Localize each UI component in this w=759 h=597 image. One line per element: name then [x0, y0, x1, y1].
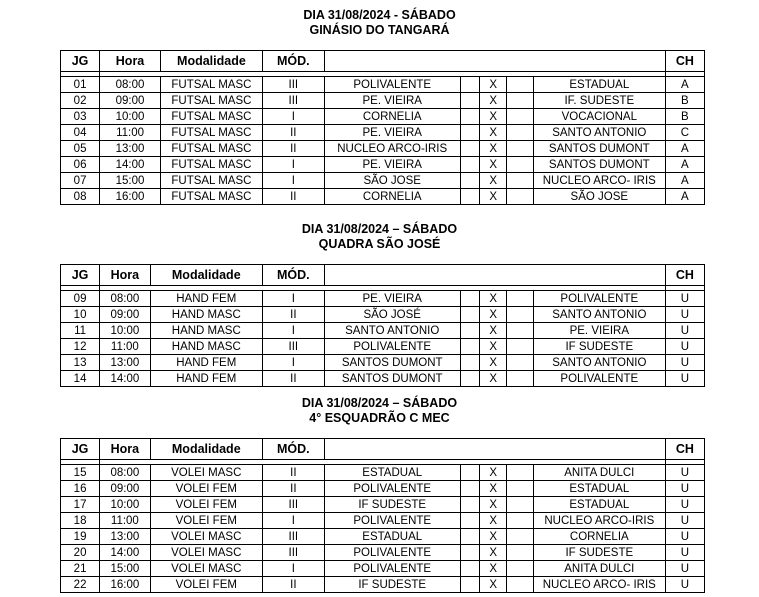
- col-header-mod: MÓD.: [262, 439, 324, 460]
- col-header-hora: Hora: [100, 265, 150, 286]
- empty-cell: [507, 481, 534, 497]
- time-cell: 11:00: [100, 339, 150, 355]
- time-cell: 16:00: [100, 189, 161, 205]
- game-number-cell: 04: [61, 125, 100, 141]
- table-header-row: [61, 51, 705, 72]
- table-row: [61, 173, 705, 189]
- home-team-cell: PE. VIEIRA: [324, 93, 460, 109]
- modality-cell: FUTSAL MASC: [160, 109, 262, 125]
- modality-cell: FUTSAL MASC: [160, 141, 262, 157]
- time-cell: 14:00: [100, 157, 161, 173]
- time-cell: 14:00: [100, 371, 150, 387]
- table-row: [61, 561, 705, 577]
- table-header-row: [61, 439, 705, 460]
- empty-cell: [460, 173, 480, 189]
- time-cell: 10:00: [100, 497, 150, 513]
- bracket-cell: U: [665, 323, 704, 339]
- versus-cell: X: [480, 513, 507, 529]
- time-cell: 13:00: [100, 529, 150, 545]
- game-number-cell: 20: [61, 545, 100, 561]
- modality-cell: VOLEI MASC: [150, 529, 262, 545]
- empty-cell: [507, 93, 534, 109]
- empty-cell: [507, 189, 534, 205]
- bracket-cell: U: [665, 355, 704, 371]
- home-team-cell: SÃO JOSE: [324, 173, 460, 189]
- bracket-cell: B: [665, 93, 704, 109]
- game-number-cell: 11: [61, 323, 100, 339]
- away-team-cell: SANTO ANTONIO: [533, 355, 665, 371]
- home-team-cell: SANTO ANTONIO: [324, 323, 460, 339]
- module-cell: III: [262, 77, 324, 93]
- module-cell: II: [262, 307, 324, 323]
- modality-cell: HAND MASC: [150, 307, 262, 323]
- game-number-cell: 19: [61, 529, 100, 545]
- time-cell: 10:00: [100, 109, 161, 125]
- bracket-cell: U: [665, 291, 704, 307]
- section-venue-title: QUADRA SÃO JOSÉ: [318, 237, 441, 251]
- module-cell: I: [262, 291, 324, 307]
- section-date-title: DIA 31/08/2024 – SÁBADO: [301, 222, 458, 236]
- home-team-cell: SANTOS DUMONT: [324, 371, 460, 387]
- time-cell: 09:00: [100, 93, 161, 109]
- versus-cell: X: [480, 339, 507, 355]
- bracket-cell: U: [665, 307, 704, 323]
- bracket-cell: U: [665, 465, 704, 481]
- home-team-cell: POLIVALENTE: [324, 545, 460, 561]
- empty-cell: [460, 371, 480, 387]
- section-ginasio-tangara: [0, 0, 759, 210]
- module-cell: III: [262, 339, 324, 355]
- empty-cell: [507, 141, 534, 157]
- table-row: [61, 497, 705, 513]
- empty-cell: [460, 189, 480, 205]
- bracket-cell: U: [665, 481, 704, 497]
- away-team-cell: ESTADUAL: [533, 497, 665, 513]
- versus-cell: X: [480, 141, 507, 157]
- empty-cell: [460, 141, 480, 157]
- versus-cell: X: [480, 307, 507, 323]
- versus-cell: X: [480, 173, 507, 189]
- modality-cell: VOLEI FEM: [150, 497, 262, 513]
- game-number-cell: 15: [61, 465, 100, 481]
- bracket-cell: A: [665, 173, 704, 189]
- module-cell: II: [262, 577, 324, 593]
- versus-cell: X: [480, 77, 507, 93]
- game-number-cell: 09: [61, 291, 100, 307]
- versus-cell: X: [480, 545, 507, 561]
- away-team-cell: ESTADUAL: [533, 481, 665, 497]
- table-row: [61, 291, 705, 307]
- versus-cell: X: [480, 481, 507, 497]
- table-row: [61, 513, 705, 529]
- home-team-cell: IF SUDESTE: [324, 577, 460, 593]
- away-team-cell: SANTOS DUMONT: [533, 157, 665, 173]
- module-cell: I: [262, 513, 324, 529]
- module-cell: II: [262, 125, 324, 141]
- section-venue-title: 4° ESQUADRÃO C MEC: [309, 411, 450, 425]
- versus-cell: X: [480, 561, 507, 577]
- game-number-cell: 07: [61, 173, 100, 189]
- modality-cell: VOLEI MASC: [150, 465, 262, 481]
- col-header-modalidade: Modalidade: [150, 439, 262, 460]
- home-team-cell: PE. VIEIRA: [324, 291, 460, 307]
- time-cell: 15:00: [100, 173, 161, 189]
- module-cell: III: [262, 545, 324, 561]
- empty-cell: [507, 339, 534, 355]
- game-number-cell: 17: [61, 497, 100, 513]
- game-number-cell: 05: [61, 141, 100, 157]
- empty-cell: [460, 109, 480, 125]
- time-cell: 10:00: [100, 323, 150, 339]
- versus-cell: X: [480, 371, 507, 387]
- empty-cell: [460, 481, 480, 497]
- col-header-mod: MÓD.: [262, 51, 324, 72]
- modality-cell: FUTSAL MASC: [160, 93, 262, 109]
- bracket-cell: U: [665, 545, 704, 561]
- game-number-cell: 01: [61, 77, 100, 93]
- game-number-cell: 21: [61, 561, 100, 577]
- table-row: [61, 109, 705, 125]
- schedule-table: [60, 50, 705, 205]
- away-team-cell: IF SUDESTE: [533, 545, 665, 561]
- bracket-cell: U: [665, 577, 704, 593]
- empty-cell: [460, 77, 480, 93]
- table-row: [61, 355, 705, 371]
- game-number-cell: 03: [61, 109, 100, 125]
- game-number-cell: 13: [61, 355, 100, 371]
- empty-cell: [507, 157, 534, 173]
- away-team-cell: ANITA DULCI: [533, 465, 665, 481]
- col-header-ch: CH: [665, 265, 704, 286]
- empty-cell: [460, 355, 480, 371]
- schedule-table: [60, 264, 705, 387]
- modality-cell: FUTSAL MASC: [160, 77, 262, 93]
- col-header-ch: CH: [665, 439, 704, 460]
- schedule-table: [60, 438, 705, 593]
- empty-cell: [507, 497, 534, 513]
- modality-cell: VOLEI MASC: [150, 561, 262, 577]
- table-row: [61, 371, 705, 387]
- time-cell: 13:00: [100, 141, 161, 157]
- col-header-jg: JG: [61, 439, 100, 460]
- time-cell: 08:00: [100, 291, 150, 307]
- table-row: [61, 157, 705, 173]
- empty-cell: [460, 497, 480, 513]
- bracket-cell: U: [665, 371, 704, 387]
- empty-cell: [460, 577, 480, 593]
- empty-cell: [507, 513, 534, 529]
- col-header-jg: JG: [61, 51, 100, 72]
- time-cell: 11:00: [100, 125, 161, 141]
- section-esquadrao-c-mec: [0, 388, 759, 597]
- versus-cell: X: [480, 93, 507, 109]
- table-row: [61, 339, 705, 355]
- empty-cell: [507, 125, 534, 141]
- table-row: [61, 577, 705, 593]
- away-team-cell: SANTOS DUMONT: [533, 141, 665, 157]
- away-team-cell: PE. VIEIRA: [533, 323, 665, 339]
- module-cell: II: [262, 465, 324, 481]
- table-row: [61, 93, 705, 109]
- versus-cell: X: [480, 355, 507, 371]
- home-team-cell: POLIVALENTE: [324, 77, 460, 93]
- home-team-cell: ESTADUAL: [324, 465, 460, 481]
- modality-cell: HAND MASC: [150, 339, 262, 355]
- empty-cell: [507, 465, 534, 481]
- versus-cell: X: [480, 157, 507, 173]
- empty-cell: [460, 323, 480, 339]
- table-row: [61, 141, 705, 157]
- versus-cell: X: [480, 577, 507, 593]
- bracket-cell: U: [665, 513, 704, 529]
- module-cell: I: [262, 109, 324, 125]
- module-cell: I: [262, 355, 324, 371]
- modality-cell: HAND FEM: [150, 371, 262, 387]
- col-header-match: [324, 265, 665, 286]
- versus-cell: X: [480, 291, 507, 307]
- bracket-cell: U: [665, 529, 704, 545]
- modality-cell: VOLEI FEM: [150, 481, 262, 497]
- col-header-jg: JG: [61, 265, 100, 286]
- bracket-cell: A: [665, 157, 704, 173]
- away-team-cell: ANITA DULCI: [533, 561, 665, 577]
- empty-cell: [460, 291, 480, 307]
- game-number-cell: 16: [61, 481, 100, 497]
- col-header-modalidade: Modalidade: [150, 265, 262, 286]
- time-cell: 09:00: [100, 307, 150, 323]
- table-header-row: [61, 265, 705, 286]
- empty-cell: [507, 577, 534, 593]
- section-date-title: DIA 31/08/2024 – SÁBADO: [301, 396, 458, 410]
- empty-cell: [460, 93, 480, 109]
- versus-cell: X: [480, 465, 507, 481]
- bracket-cell: U: [665, 339, 704, 355]
- time-cell: 09:00: [100, 481, 150, 497]
- empty-cell: [507, 371, 534, 387]
- home-team-cell: SÃO JOSÉ: [324, 307, 460, 323]
- versus-cell: X: [480, 109, 507, 125]
- versus-cell: X: [480, 497, 507, 513]
- bracket-cell: U: [665, 561, 704, 577]
- section-venue-title: GINÁSIO DO TANGARÁ: [309, 23, 450, 37]
- home-team-cell: POLIVALENTE: [324, 339, 460, 355]
- home-team-cell: NUCLEO ARCO-IRIS: [324, 141, 460, 157]
- bracket-cell: A: [665, 77, 704, 93]
- col-header-hora: Hora: [100, 439, 150, 460]
- modality-cell: VOLEI MASC: [150, 545, 262, 561]
- section-date-title: DIA 31/08/2024 - SÁBADO: [303, 8, 456, 22]
- away-team-cell: SANTO ANTONIO: [533, 307, 665, 323]
- module-cell: I: [262, 561, 324, 577]
- game-number-cell: 10: [61, 307, 100, 323]
- away-team-cell: CORNELIA: [533, 529, 665, 545]
- module-cell: II: [262, 141, 324, 157]
- modality-cell: HAND FEM: [150, 291, 262, 307]
- game-number-cell: 06: [61, 157, 100, 173]
- module-cell: II: [262, 189, 324, 205]
- away-team-cell: NUCLEO ARCO- IRIS: [533, 577, 665, 593]
- home-team-cell: POLIVALENTE: [324, 561, 460, 577]
- empty-cell: [460, 307, 480, 323]
- col-header-hora: Hora: [100, 51, 161, 72]
- empty-cell: [460, 545, 480, 561]
- bracket-cell: C: [665, 125, 704, 141]
- module-cell: I: [262, 173, 324, 189]
- modality-cell: FUTSAL MASC: [160, 189, 262, 205]
- away-team-cell: IF. SUDESTE: [533, 93, 665, 109]
- section-quadra-sao-jose: [0, 214, 759, 384]
- away-team-cell: POLIVALENTE: [533, 371, 665, 387]
- time-cell: 14:00: [100, 545, 150, 561]
- empty-cell: [460, 465, 480, 481]
- home-team-cell: PE. VIEIRA: [324, 157, 460, 173]
- home-team-cell: CORNELIA: [324, 109, 460, 125]
- versus-cell: X: [480, 125, 507, 141]
- game-number-cell: 22: [61, 577, 100, 593]
- empty-cell: [460, 529, 480, 545]
- empty-cell: [507, 545, 534, 561]
- time-cell: 08:00: [100, 465, 150, 481]
- away-team-cell: IF SUDESTE: [533, 339, 665, 355]
- empty-cell: [507, 291, 534, 307]
- table-row: [61, 529, 705, 545]
- col-header-match: [324, 51, 665, 72]
- table-row: [61, 481, 705, 497]
- module-cell: II: [262, 371, 324, 387]
- game-number-cell: 14: [61, 371, 100, 387]
- empty-cell: [507, 323, 534, 339]
- game-number-cell: 12: [61, 339, 100, 355]
- modality-cell: FUTSAL MASC: [160, 157, 262, 173]
- col-header-mod: MÓD.: [262, 265, 324, 286]
- home-team-cell: ESTADUAL: [324, 529, 460, 545]
- module-cell: II: [262, 481, 324, 497]
- empty-cell: [507, 355, 534, 371]
- game-number-cell: 02: [61, 93, 100, 109]
- col-header-ch: CH: [665, 51, 704, 72]
- home-team-cell: POLIVALENTE: [324, 513, 460, 529]
- table-row: [61, 307, 705, 323]
- away-team-cell: ESTADUAL: [533, 77, 665, 93]
- versus-cell: X: [480, 529, 507, 545]
- col-header-match: [324, 439, 665, 460]
- empty-cell: [460, 125, 480, 141]
- empty-cell: [507, 307, 534, 323]
- table-row: [61, 77, 705, 93]
- bracket-cell: A: [665, 141, 704, 157]
- modality-cell: VOLEI FEM: [150, 513, 262, 529]
- module-cell: III: [262, 497, 324, 513]
- empty-cell: [507, 561, 534, 577]
- module-cell: I: [262, 323, 324, 339]
- table-row: [61, 465, 705, 481]
- time-cell: 16:00: [100, 577, 150, 593]
- game-number-cell: 18: [61, 513, 100, 529]
- empty-cell: [507, 109, 534, 125]
- modality-cell: HAND FEM: [150, 355, 262, 371]
- table-row: [61, 545, 705, 561]
- modality-cell: FUTSAL MASC: [160, 173, 262, 189]
- bracket-cell: U: [665, 497, 704, 513]
- home-team-cell: CORNELIA: [324, 189, 460, 205]
- table-row: [61, 323, 705, 339]
- away-team-cell: NUCLEO ARCO-IRIS: [533, 513, 665, 529]
- away-team-cell: SANTO ANTONIO: [533, 125, 665, 141]
- time-cell: 13:00: [100, 355, 150, 371]
- away-team-cell: NUCLEO ARCO- IRIS: [533, 173, 665, 189]
- empty-cell: [460, 339, 480, 355]
- module-cell: I: [262, 157, 324, 173]
- empty-cell: [460, 157, 480, 173]
- empty-cell: [507, 173, 534, 189]
- empty-cell: [460, 561, 480, 577]
- modality-cell: HAND MASC: [150, 323, 262, 339]
- bracket-cell: B: [665, 109, 704, 125]
- col-header-modalidade: Modalidade: [160, 51, 262, 72]
- table-row: [61, 125, 705, 141]
- time-cell: 08:00: [100, 77, 161, 93]
- empty-cell: [460, 513, 480, 529]
- versus-cell: X: [480, 323, 507, 339]
- away-team-cell: VOCACIONAL: [533, 109, 665, 125]
- home-team-cell: PE. VIEIRA: [324, 125, 460, 141]
- module-cell: III: [262, 529, 324, 545]
- empty-cell: [507, 77, 534, 93]
- home-team-cell: POLIVALENTE: [324, 481, 460, 497]
- empty-cell: [507, 529, 534, 545]
- away-team-cell: POLIVALENTE: [533, 291, 665, 307]
- table-row: [61, 189, 705, 205]
- time-cell: 15:00: [100, 561, 150, 577]
- bracket-cell: A: [665, 189, 704, 205]
- modality-cell: VOLEI FEM: [150, 577, 262, 593]
- modality-cell: FUTSAL MASC: [160, 125, 262, 141]
- away-team-cell: SÃO JOSE: [533, 189, 665, 205]
- module-cell: III: [262, 93, 324, 109]
- versus-cell: X: [480, 189, 507, 205]
- home-team-cell: IF SUDESTE: [324, 497, 460, 513]
- time-cell: 11:00: [100, 513, 150, 529]
- home-team-cell: SANTOS DUMONT: [324, 355, 460, 371]
- game-number-cell: 08: [61, 189, 100, 205]
